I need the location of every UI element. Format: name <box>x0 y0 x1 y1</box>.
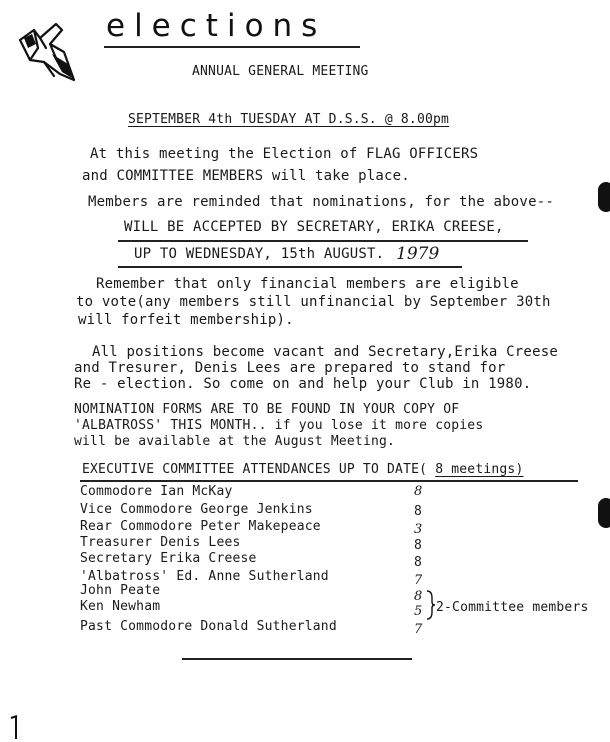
para4-line2: 'ALBATROSS' THIS MONTH.. if you lose it more copies <box>74 418 484 433</box>
meeting-line: SEPTEMBER 4th TUESDAY AT D.S.S. @ 8.00pm <box>128 112 450 127</box>
margin-mark-icon <box>8 714 22 740</box>
binder-hole-top <box>598 182 610 212</box>
para3-line2: and Tresurer, Denis Lees are prepared to stand for <box>74 360 506 376</box>
attendance-meetings: 8 meetings) <box>435 462 524 477</box>
attendance-count: 8 <box>414 504 423 519</box>
attendance-heading <box>82 462 523 477</box>
para1-line2: and COMMITTEE MEMBERS will take place. <box>82 168 410 184</box>
brace-icon <box>426 590 436 620</box>
attendance-name: Commodore Ian McKay <box>80 484 233 499</box>
para1-line3: Members are reminded that nominations, for the above-- <box>88 194 554 210</box>
attendance-count: 8 <box>414 538 423 553</box>
page-title: elections <box>106 8 327 44</box>
attendance-name: John Peate <box>80 583 161 598</box>
attendance-name: Past Commodore Donald Sutherland <box>80 619 337 634</box>
handwritten-year: 1979 <box>396 244 440 264</box>
para4-line3: will be available at the August Meeting. <box>74 434 396 449</box>
attendance-count: 7 <box>414 622 423 637</box>
subtitle: ANNUAL GENERAL MEETING <box>192 64 369 79</box>
para1-line1: At this meeting the Election of FLAG OFFICERS <box>90 146 479 162</box>
attendance-name: Ken Newham <box>80 599 161 614</box>
accepted-underline1 <box>118 240 528 242</box>
attendance-count: 7 <box>414 573 423 588</box>
attendance-name: Treasurer Denis Lees <box>80 535 241 550</box>
title-underline <box>104 46 360 48</box>
committee-note: 2-Committee members <box>436 600 589 615</box>
para2-line3: will forfeit membership). <box>78 312 294 328</box>
attendance-count: 8 <box>414 589 423 604</box>
bottom-rule <box>182 658 412 660</box>
para3-line1: All positions become vacant and Secretary,Erika Creese <box>92 344 558 360</box>
attendance-name: Secretary Erika Creese <box>80 551 257 566</box>
attendance-heading-underline <box>80 480 578 482</box>
para2-line2: to vote(any members still unfinancial by September 30th <box>76 294 551 310</box>
attendance-count: 8 <box>414 555 423 570</box>
para3-line3: Re - election. So come on and help your Club in 1980. <box>74 376 532 392</box>
attendance-name: Rear Commodore Peter Makepeace <box>80 519 321 534</box>
attendance-name: 'Albatross' Ed. Anne Sutherland <box>80 569 329 584</box>
accepted-line1: WILL BE ACCEPTED BY SECRETARY, ERIKA CREESE, <box>124 219 504 235</box>
attendance-name: Vice Commodore George Jenkins <box>80 502 313 517</box>
binder-hole-bottom <box>598 498 610 528</box>
para2-line1: Remember that only financial members are eligible <box>96 276 519 292</box>
attendance-heading-text: EXECUTIVE COMMITTEE ATTENDANCES UP TO DATE( <box>82 462 428 477</box>
attendance-count: 5 <box>414 604 423 619</box>
para4-line1: NOMINATION FORMS ARE TO BE FOUND IN YOUR COPY OF <box>74 402 460 417</box>
accepted-underline2 <box>118 266 462 268</box>
attendance-count: 3 <box>414 522 423 537</box>
attendance-count: 8 <box>414 484 423 499</box>
pointing-hand-icon <box>16 18 78 84</box>
accepted-line2: UP TO WEDNESDAY, 15th AUGUST. <box>134 246 385 262</box>
